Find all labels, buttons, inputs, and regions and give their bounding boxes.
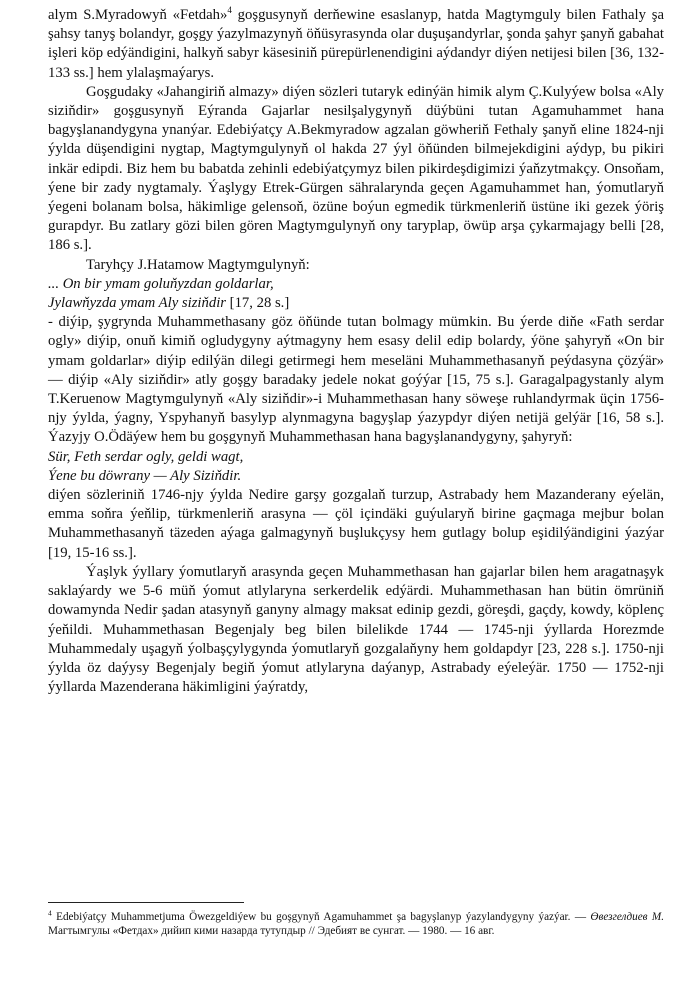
paragraph-4: - diýip, şygrynda Muhammethasany göz öňünde tutan bolmagy mümkin. Bu ýerde diňe «Fath serdar ogly» diýip, onuň kimiň ogludygyny aýtmagyny hem esasy delil edip bolardy, ýöne şahyryň «On bir ymam goldarlar» diýip edilýän dilegi getirmegi hem meseläni Muhammethasanyň peýdasyna çözýär» — diýip «Aly siziňdir» atly goşgy baradaky jedele nokat goýýar [15, 75 s.]. Garagalpagystanly alym T.Keruenow Magtymgulynyň «Aly siziňdir»-i Muhammethasan hany söweşe ruhlandyrmak üçin 1756-njy ýylda, ýagny, Yspyhanyň basylyp alynmagyna bagyşlap ýazypdyr diýen netijä gelýär [16, 58 s.]. Ýazyjy O.Ödäýew hem bu goşgynyň Muhammethasan hana bagyşlanandygyny, şahyryň:: [48, 314, 664, 446]
document-page: [48, 6, 664, 994]
verse-block-2: [48, 448, 664, 486]
footnote-mark: 4: [48, 908, 52, 918]
verse-2-line-1: Sür, Feth serdar ogly, geldi wagt,: [48, 448, 244, 465]
verse-1-line-2-text: Jylawňyzda ymam Aly siziňdir: [48, 295, 226, 312]
paragraph-2: Goşgudaky «Jahangiriň almazy» diýen sözleri tutaryk edinýän himik alym Ç.Kulyýew bolsa «Aly siziňdir» goşgusynyň Eýranda Gajarlar nesilşalygynyň düýbüni tutan Agamuhammet hana bagyşlanandygyna ynanýar. Edebiýatçy A.Bekmyradow agzalan göwheriň Fethaly şanyň eline 1824-nji ýylda düşendigini nygtap, Magtymgulynyň ol hakda 27 ýyl öňünden bilmejekdigini aýdyp, bu pikiri inkär edipdi. Biz hem bu babatda zehinli edebiýatçymyz bilen pikirdeşdigimizi ýaňzytmakçy. Onsoňam, ýene bir zady nygtamaly. Ýaşlygy Etrek-Gürgen sähralarynda geçen Agamuhammet han, ýomutlaryň ýegeni bolanam bolsa, häkimlige gelensoň, özüne boýun egmedik türkmenleriň üstüne iki gezek ýöriş gurapdyr. Bu zatlary gözi bilen gören Magtymgulynyň ony taryplap, öwüp arşa çykarmajagy belli [28, 186 s.].: [48, 83, 664, 254]
verse-1-line-1: ... On bir ymam goluňyzdan goldarlar,: [48, 275, 274, 292]
paragraph-6: Ýaşlyk ýyllary ýomutlaryň arasynda geçen Muhammethasan han gajarlar bilen hem aragatnaşyk saklaýardy we 5-6 müň ýomut atlylaryna serkerdelik edýärdi. Muhammethasan han bütin ömrüniň dowamynda Nedir şadan atasynyň ganyny almagy maksat edinip gezdi, göreşdi, gaçdy, kowdy, köplenç ýeňildi. Muhammethasan Begenjaly beg bilen bilelikde 1744 — 1745-nji ýyllarda Horezmde Muhammedaly uşagyň ýolbaşçylygynda ýomutlaryň gozgalaňyny hem goldapdyr [23, 228 s.]. 1750-nji ýylda öz daýysy Begenjaly begiň ýomut atlylaryna daýanyp, Astrabady eýeleýär. 1750 — 1752-nji ýyllarda Mazenderana häkimligini ýaýratdy,: [48, 563, 664, 696]
footnote-reference[interactable]: 4: [227, 5, 232, 16]
paragraph-1-rest: goşgusynyň derňewine esaslanyp, hatda Magtymguly bilen Fathaly şa şahsy tanyş bolandyr, goşgy ýazylmazynyň öňüsyrasynda olar duşuşandyrlar, şonda şahyr şanyň gabahat işleri köp edýändigini, halkyň sabyr käsesiniň pürepürlenendigini aýdandyr diýen netijesi bilen [36, 132-133 ss.] hem ylalaşmaýarys.: [48, 7, 664, 81]
verse-block-1: [48, 275, 664, 313]
verse-2-line-2: Ýene bu döwrany — Aly Siziňdir.: [48, 467, 242, 484]
footnote-source: Магтымгулы «Фетдах» дийип кими назарда тутупдыр // Эдебият ве сунгат. — 1980. — 16 авг.: [48, 925, 495, 937]
verse-1-line-2: [48, 294, 664, 313]
footnote-text: Edebiýatçy Muhammetjuma Öwezgeldiýew bu goşgynyň Agamuhammet şa bagyşlanyp ýazylandygyny ýazýar. —: [51, 911, 591, 923]
verse-1-citation: [17, 28 s.]: [226, 295, 290, 312]
footnote-author: Өвезгелдиев М.: [590, 911, 664, 923]
paragraph-3-intro: Taryhçy J.Hatamow Magtymgulynyň:: [86, 256, 310, 273]
paragraph-1-start: alym S.Myradowyň «Fetdah»: [48, 7, 228, 23]
paragraph-1: [48, 6, 664, 83]
paragraph-5: diýen sözleriniň 1746-njy ýylda Nedire garşy gozgalaň turzup, Astrabady hem Mazanderany eýelän, emma soňra ýeňlip, türkmenleriň arasyna — çöl içindäki guýularyň birine gaçmaga mejbur bolan Muhammethasanyň täzeden aýaga galmagynyň buşlukçysy hem gutlagy bolup eşidilýändigini ýazýar [19, 15-16 ss.].: [48, 487, 664, 561]
footnote-separator: [48, 902, 244, 903]
footnote: [48, 910, 664, 938]
